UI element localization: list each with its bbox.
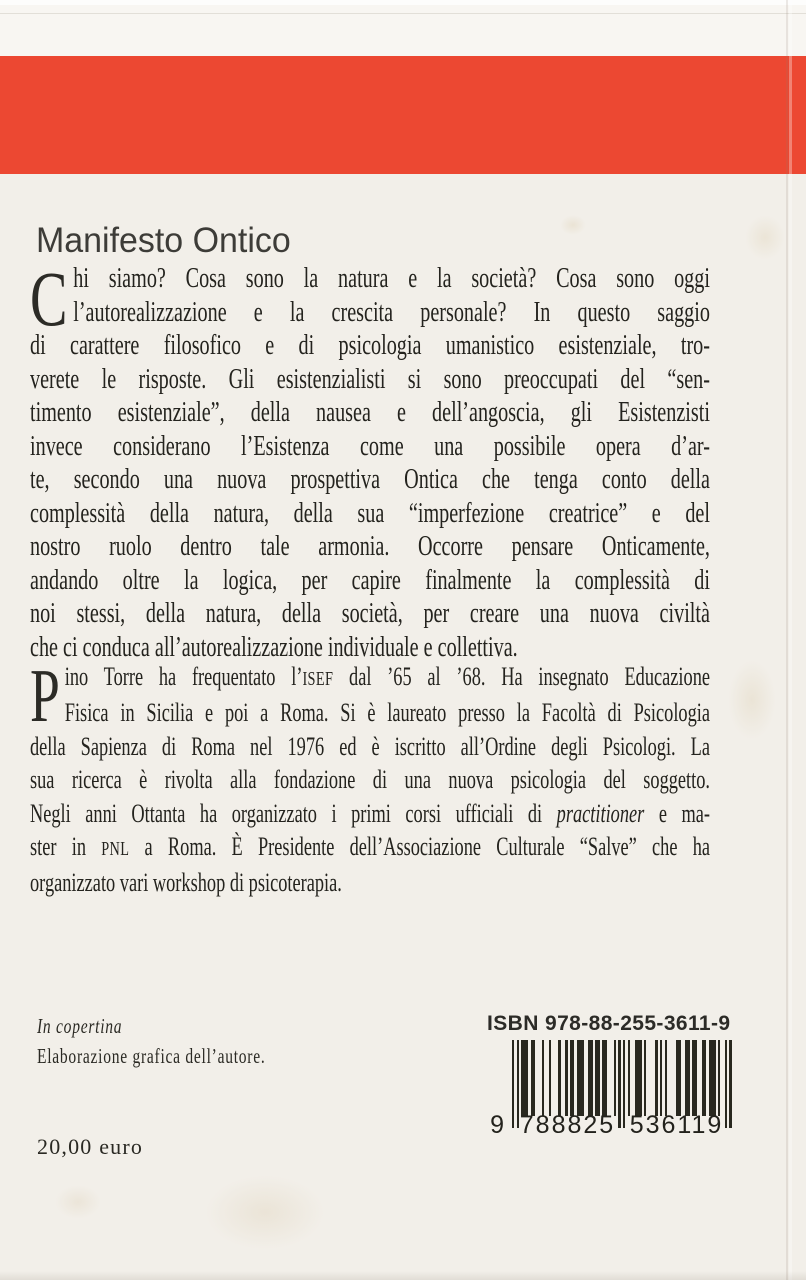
paper-stain: [560, 215, 586, 235]
cover-credit: [37, 1013, 265, 1070]
barcode-digit-prefix: 9: [490, 1111, 504, 1139]
isbn-label: ISBN 978-88-255-3611-9: [487, 1012, 731, 1035]
bio-drop-cap: P: [30, 654, 60, 738]
paper-stain: [55, 1185, 101, 1219]
paper-stain: [745, 215, 785, 260]
cover-credit-text: Elaborazione grafica dell’autore.: [37, 1044, 266, 1068]
paper-stain: [728, 660, 776, 740]
ean13-barcode: [490, 1040, 732, 1139]
book-title: Manifesto Ontico: [36, 221, 291, 261]
barcode-bar: [729, 1040, 731, 1128]
scan-hairline: [0, 13, 806, 14]
cover-credit-heading: In copertina: [37, 1014, 123, 1038]
scan-edge-bottom: [0, 1271, 806, 1280]
synopsis-drop-cap: C: [30, 255, 68, 342]
top-paper-strip: [0, 0, 806, 56]
price: 20,00 euro: [37, 1134, 144, 1159]
synopsis-paragraph: C hi siamo? Cosa sono la natura e la società? Cosa sono oggi l’autorealizzazione e la crescita personale? In questo saggio di carattere filosofico e di psicologia umanistico esistenziale, tro- verete le risposte. Gli esistenzialisti si sono preoccupati del “sen- timento esistenziale”, della nausea e dell’angoscia, gli Esistenzisti invece considerano l’Esistenza come una possibile opera d’ar- te, secondo una nuova prospettiva Ontica che tenga conto della complessità della natura, della sua “imperfezione creatrice” e del nostro ruolo dentro tale armonia. Occorre pensare Onticamente, andando oltre la logica, per capire finalmente la complessità di noi stessi, della natura, della società, per creare una nuova civiltà che ci conduca all’autorealizzazione individuale e collettiva.: [30, 255, 710, 663]
barcode-digits-right: 536119: [629, 1111, 724, 1139]
cover-crease-line: [786, 0, 788, 1280]
scan-edge-top: [0, 0, 806, 5]
paper-stain: [205, 1175, 325, 1250]
cover-color-band: [0, 56, 806, 174]
author-bio-paragraph: P ino Torre ha frequentato l’ISEF dal ’65 al ’68. Ha insegnato Educazione Fisica in Sicilia e poi a Roma. Si è laureato presso la Facoltà di Psicologia della Sapienza di Roma nel 1976 ed è iscritto all’Ordine degli Psicologi. La sua ricerca è rivolta alla fondazione di una nuova psicologia del soggetto. Negli anni Ottanta ha organizzato i primi corsi ufficiali di practitioner e ma- ster in PNL a Roma. È Presidente dell’Associazione Culturale “Salve” che ha organizzato vari workshop di psicoterapia.: [30, 654, 711, 898]
cover-crease-highlight: [789, 0, 792, 1280]
barcode-digits-left: 788825: [519, 1111, 616, 1139]
